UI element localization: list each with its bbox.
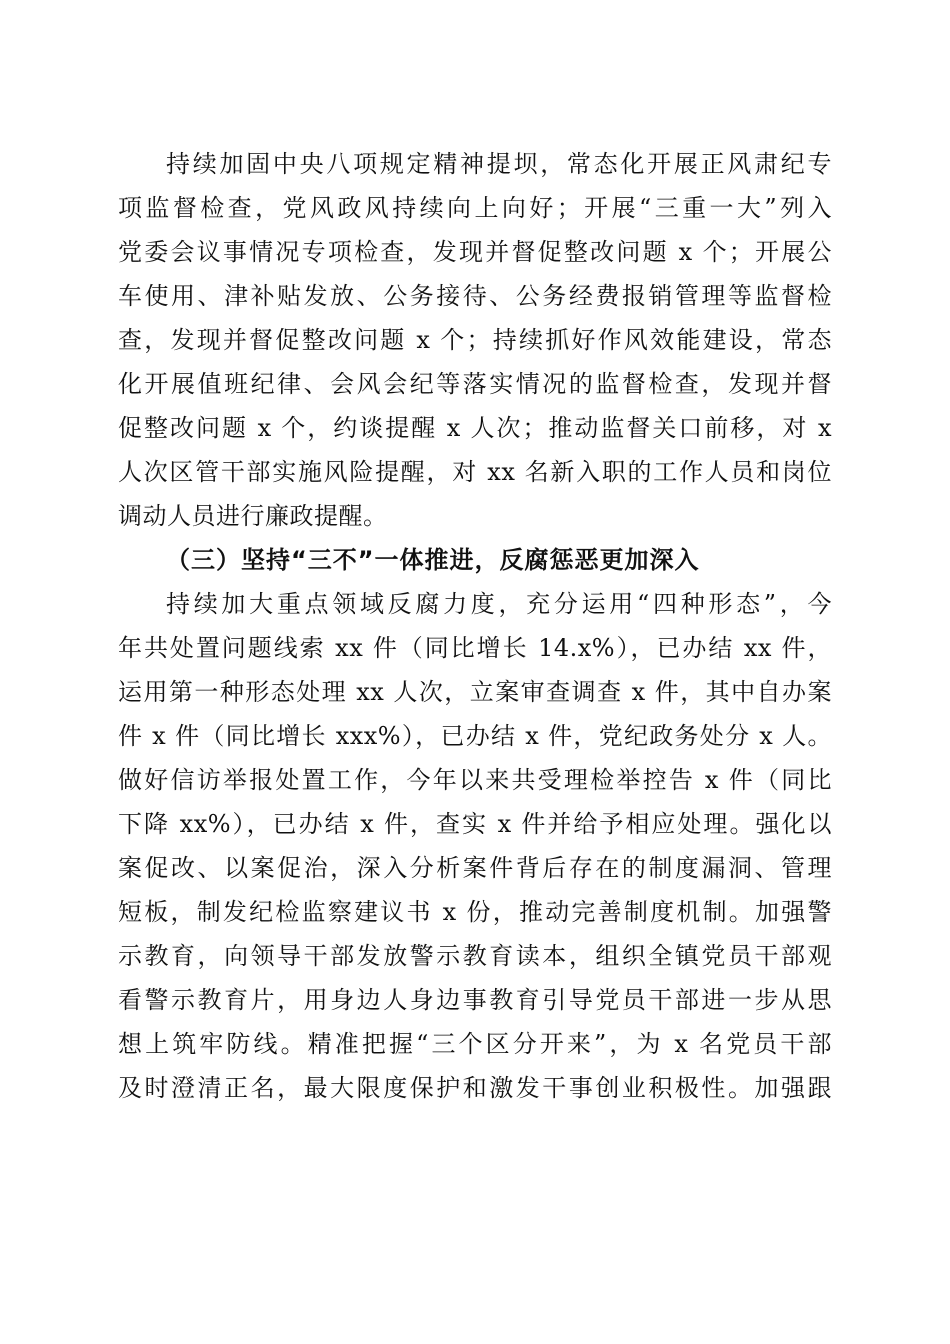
paragraph-2-line-3: 运用第一种形态处理 xx 人次，立案审查调查 x 件，其中自办案	[118, 678, 832, 706]
paragraph-2-line-12: 及时澄清正名，最大限度保护和激发干事创业积极性。加强跟	[118, 1074, 832, 1102]
paragraph-1-line-2: 项监督检查，党风政风持续向上向好；开展“三重一大”列入	[118, 194, 832, 222]
section-heading: （三）坚持“三不”一体推进，反腐惩恶更加深入	[166, 546, 700, 574]
document-body	[118, 142, 832, 1110]
paragraph-1-line-9: 调动人员进行廉政提醒。	[118, 502, 388, 530]
paragraph-1-line-4: 车使用、津补贴发放、公务接待、公务经费报销管理等监督检	[118, 282, 832, 310]
paragraph-1-line-3: 党委会议事情况专项检查，发现并督促整改问题 x 个；开展公	[118, 238, 832, 266]
paragraph-1-line-6: 化开展值班纪律、会风会纪等落实情况的监督检查，发现并督	[118, 370, 832, 398]
paragraph-1-line-7: 促整改问题 x 个，约谈提醒 x 人次；推动监督关口前移，对 x	[118, 414, 832, 442]
paragraph-2-line-5: 做好信访举报处置工作，今年以来共受理检举控告 x 件（同比	[118, 766, 832, 794]
paragraph-2-line-1: 持续加大重点领域反腐力度，充分运用“四种形态”，今	[166, 590, 832, 618]
paragraph-2-line-9: 示教育，向领导干部发放警示教育读本，组织全镇党员干部观	[118, 942, 832, 970]
paragraph-2-line-8: 短板，制发纪检监察建议书 x 份，推动完善制度机制。加强警	[118, 898, 832, 926]
paragraph-2-line-7: 案促改、以案促治，深入分析案件背后存在的制度漏洞、管理	[118, 854, 832, 882]
paragraph-2-line-4: 件 x 件（同比增长 xxx%），已办结 x 件，党纪政务处分 x 人。	[118, 722, 832, 750]
paragraph-1-line-8: 人次区管干部实施风险提醒，对 xx 名新入职的工作人员和岗位	[118, 458, 832, 486]
paragraph-2-line-10: 看警示教育片，用身边人身边事教育引导党员干部进一步从思	[118, 986, 832, 1014]
paragraph-2-line-11: 想上筑牢防线。精准把握“三个区分开来”，为 x 名党员干部	[118, 1030, 832, 1058]
paragraph-1-line-1: 持续加固中央八项规定精神提坝，常态化开展正风肃纪专	[166, 150, 832, 178]
paragraph-1-line-5: 查，发现并督促整改问题 x 个；持续抓好作风效能建设，常态	[118, 326, 832, 354]
paragraph-2-line-2: 年共处置问题线索 xx 件（同比增长 14.x%），已办结 xx 件，	[118, 634, 832, 662]
paragraph-2-line-6: 下降 xx%），已办结 x 件，查实 x 件并给予相应处理。强化以	[118, 810, 832, 838]
